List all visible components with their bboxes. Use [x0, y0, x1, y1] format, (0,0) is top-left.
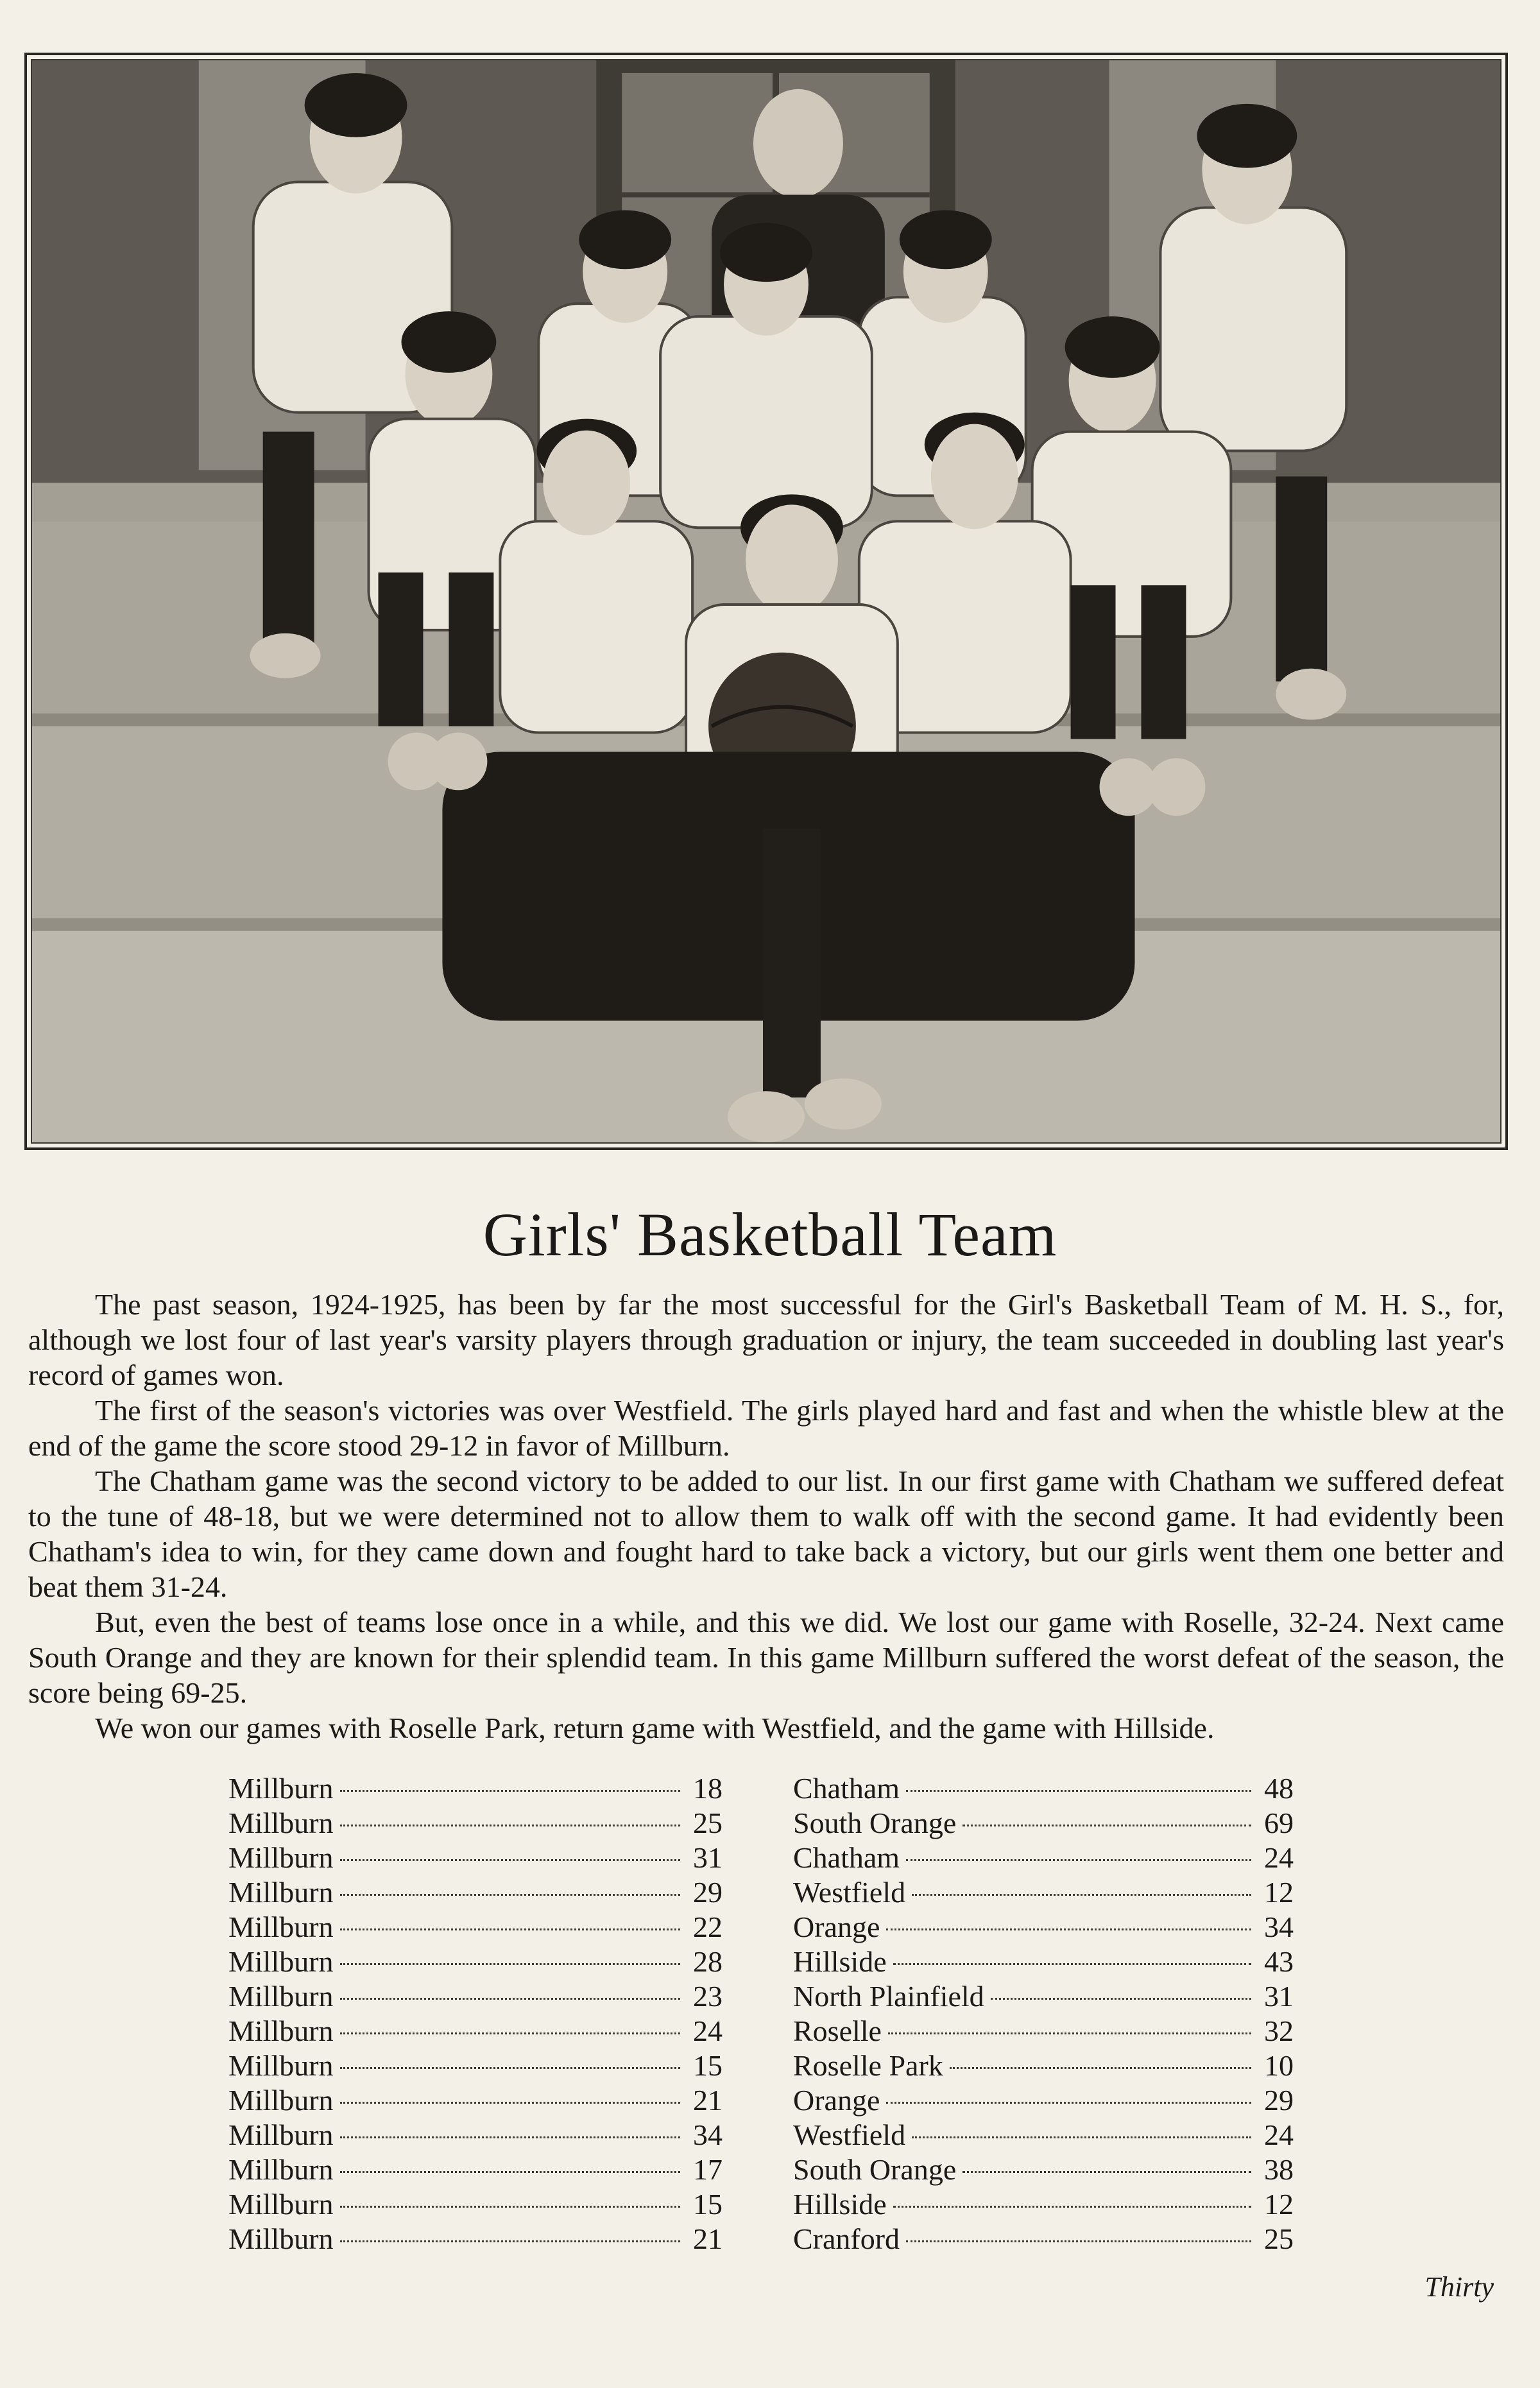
- dot-leader: [886, 2102, 1251, 2104]
- paragraph: We won our games with Roselle Park, return game with Westfield, and the game with Hillside.: [95, 1712, 1215, 1744]
- team-name: Millburn: [228, 2188, 334, 2220]
- team-photo-frame: [24, 53, 1508, 1150]
- scores-millburn-column: [228, 1771, 723, 2256]
- dot-leader: [340, 2102, 680, 2104]
- score-row: [228, 1841, 723, 1875]
- score-value: 22: [693, 1911, 723, 1943]
- score-row: [793, 1945, 1294, 1979]
- score-value: 32: [1264, 2014, 1294, 2047]
- score-value: 43: [1264, 1945, 1294, 1978]
- team-name: Millburn: [228, 2049, 334, 2082]
- dot-leader: [906, 1790, 1251, 1792]
- score-value: 17: [693, 2153, 723, 2186]
- score-value: 48: [1264, 1772, 1294, 1805]
- score-value: 29: [1264, 2084, 1294, 2117]
- score-value: 25: [693, 1807, 723, 1839]
- score-value: 21: [693, 2222, 723, 2255]
- score-row: [228, 1910, 723, 1945]
- team-name: South Orange: [793, 1807, 957, 1839]
- score-value: 12: [1264, 2188, 1294, 2220]
- score-row: [228, 1771, 723, 1806]
- score-value: 24: [1264, 1841, 1294, 1874]
- score-value: 28: [693, 1945, 723, 1978]
- dot-leader: [340, 1790, 680, 1792]
- score-row: [793, 2118, 1294, 2152]
- team-name: North Plainfield: [793, 1980, 984, 2013]
- team-name: Millburn: [228, 1807, 334, 1839]
- score-row: [793, 1979, 1294, 2014]
- dot-leader: [888, 2032, 1251, 2034]
- team-name: Millburn: [228, 1772, 334, 1805]
- dot-leader: [906, 1859, 1251, 1861]
- score-value: 31: [693, 1841, 723, 1874]
- dot-leader: [340, 1998, 680, 2000]
- dot-leader: [340, 1928, 680, 1930]
- team-name: Chatham: [793, 1772, 900, 1805]
- team-name: Westfield: [793, 1876, 906, 1909]
- score-row: [793, 1875, 1294, 1910]
- score-value: 12: [1264, 1876, 1294, 1909]
- dot-leader: [340, 1859, 680, 1861]
- score-row: [793, 2049, 1294, 2083]
- dot-leader: [906, 2240, 1251, 2242]
- score-row: [228, 1875, 723, 1910]
- score-value: 21: [693, 2084, 723, 2117]
- team-name: Roselle: [793, 2014, 882, 2047]
- paragraph: The first of the season's victories was over Westfield. The girls played hard and fast and when the whistle blew at the end of the game the score stood 29-12 in favor of Millburn.: [28, 1394, 1504, 1462]
- score-row: [793, 1771, 1294, 1806]
- score-value: 24: [693, 2014, 723, 2047]
- team-name: Millburn: [228, 2118, 334, 2151]
- score-value: 69: [1264, 1807, 1294, 1839]
- dot-leader: [340, 1825, 680, 1826]
- score-value: 23: [693, 1980, 723, 2013]
- paragraph: The Chatham game was the second victory to be added to our list. In our first game with Chatham we suffered defeat to the tune of 48-18, but we were determined not to allow them to walk off with the second game. It had evidently been Chatham's idea to win, for they came down and fought hard to take back a victory, but our girls went them one better and beat them 31-24.: [28, 1465, 1504, 1603]
- paragraph: But, even the best of teams lose once in a while, and this we did. We lost our game with Roselle, 32-24. Next came South Orange and they are known for their splendid team. In this game Millburn suffered the worst defeat of the season, the score being 69-25.: [28, 1606, 1504, 1709]
- score-row: [228, 1806, 723, 1841]
- team-name: Hillside: [793, 1945, 887, 1978]
- team-name: Orange: [793, 2084, 880, 2117]
- score-value: 29: [693, 1876, 723, 1909]
- dot-leader: [340, 2206, 680, 2208]
- team-photo-illustration: [32, 60, 1500, 1142]
- team-name: Chatham: [793, 1841, 900, 1874]
- score-value: 10: [1264, 2049, 1294, 2082]
- score-row: [793, 2187, 1294, 2222]
- score-row: [793, 1806, 1294, 1841]
- team-name: Millburn: [228, 2153, 334, 2186]
- score-row: [228, 2222, 723, 2256]
- page-title: Girls' Basketball Team: [483, 1200, 1057, 1269]
- score-row: [793, 2152, 1294, 2187]
- score-value: 18: [693, 1772, 723, 1805]
- dot-leader: [340, 1894, 680, 1896]
- score-row: [793, 2014, 1294, 2049]
- score-value: 15: [693, 2188, 723, 2220]
- team-name: South Orange: [793, 2153, 957, 2186]
- score-row: [793, 1910, 1294, 1945]
- dot-leader: [340, 2136, 680, 2138]
- team-name: Millburn: [228, 2084, 334, 2117]
- team-name: Hillside: [793, 2188, 887, 2220]
- score-value: 34: [693, 2118, 723, 2151]
- score-value: 25: [1264, 2222, 1294, 2255]
- dot-leader: [950, 2067, 1251, 2069]
- team-name: Millburn: [228, 1876, 334, 1909]
- team-name: Roselle Park: [793, 2049, 943, 2082]
- score-value: 38: [1264, 2153, 1294, 2186]
- score-row: [793, 1841, 1294, 1875]
- dot-leader: [886, 1928, 1251, 1930]
- score-value: 31: [1264, 1980, 1294, 2013]
- team-name: Westfield: [793, 2118, 906, 2151]
- team-name: Millburn: [228, 2222, 334, 2255]
- paragraph: The past season, 1924-1925, has been by far the most successful for the Girl's Basketball Team of M. H. S., for, although we lost four of last year's varsity players through graduation or injury, the team succeeded in doubling last year's record of games won.: [28, 1288, 1504, 1391]
- dot-leader: [963, 1825, 1251, 1826]
- scores-opponent-column: [793, 1771, 1294, 2256]
- article-body: [28, 1287, 1504, 1746]
- score-value: 34: [1264, 1911, 1294, 1943]
- team-name: Millburn: [228, 1945, 334, 1978]
- score-row: [793, 2222, 1294, 2256]
- score-row: [228, 2014, 723, 2049]
- score-row: [228, 2118, 723, 2152]
- dot-leader: [893, 2206, 1251, 2208]
- dot-leader: [340, 2067, 680, 2069]
- score-row: [228, 2187, 723, 2222]
- dot-leader: [991, 1998, 1251, 2000]
- dot-leader: [963, 2171, 1251, 2173]
- dot-leader: [340, 2240, 680, 2242]
- team-name: Millburn: [228, 1841, 334, 1874]
- score-row: [793, 2083, 1294, 2118]
- dot-leader: [912, 2136, 1251, 2138]
- team-name: Millburn: [228, 1980, 334, 2013]
- team-photo: [31, 59, 1502, 1144]
- score-row: [228, 2152, 723, 2187]
- dot-leader: [340, 2032, 680, 2034]
- team-name: Cranford: [793, 2222, 900, 2255]
- team-name: Millburn: [228, 1911, 334, 1943]
- page-number: Thirty: [1425, 2271, 1494, 2303]
- team-name: Orange: [793, 1911, 880, 1943]
- dot-leader: [340, 1963, 680, 1965]
- score-row: [228, 1945, 723, 1979]
- dot-leader: [893, 1963, 1251, 1965]
- score-value: 24: [1264, 2118, 1294, 2151]
- team-name: Millburn: [228, 2014, 334, 2047]
- dot-leader: [340, 2171, 680, 2173]
- score-row: [228, 2049, 723, 2083]
- score-row: [228, 2083, 723, 2118]
- dot-leader: [912, 1894, 1251, 1896]
- score-value: 15: [693, 2049, 723, 2082]
- score-row: [228, 1979, 723, 2014]
